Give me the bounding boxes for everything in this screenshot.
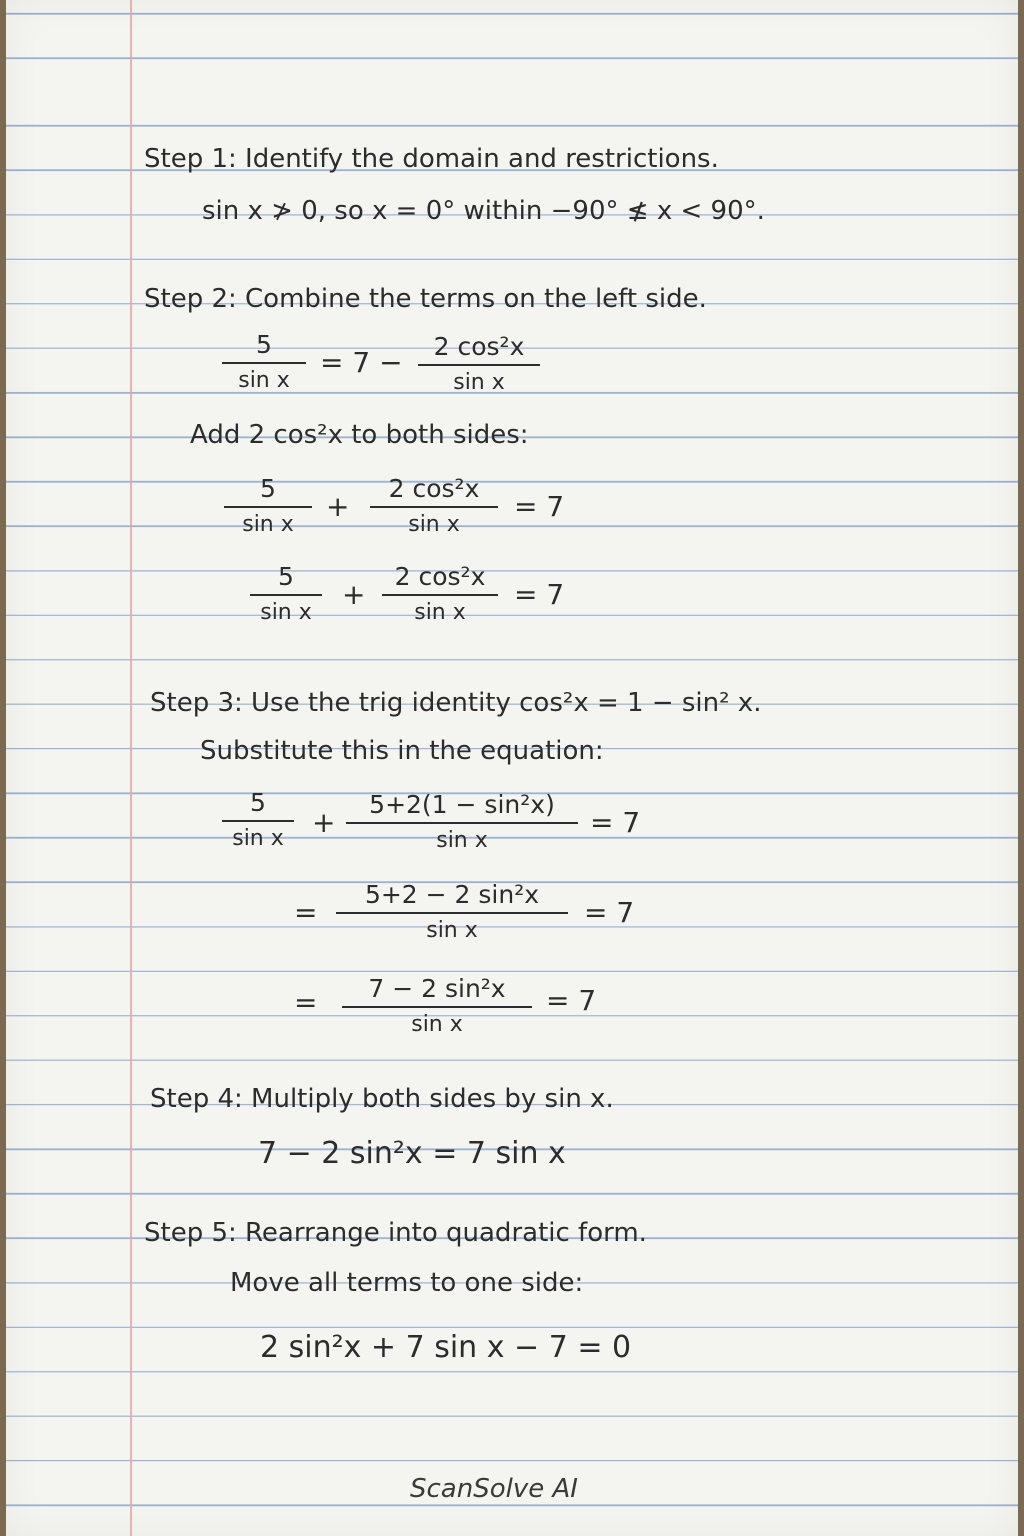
s2-eq3-rhs: = 7 — [514, 578, 565, 611]
step-3-title: Step 3: Use the trig identity cos²x = 1 − sin² x. — [150, 688, 762, 718]
s2-eq3-frac2: 2 cos²x sin x — [382, 562, 498, 626]
step-1-title: Step 1: Identify the domain and restrictions. — [144, 144, 719, 174]
step-5-title: Step 5: Rearrange into quadratic form. — [144, 1218, 647, 1248]
s3-substitute: Substitute this in the equation: — [200, 736, 604, 766]
s3-eq2-lhs: = — [294, 896, 318, 929]
s4-equation: 7 − 2 sin²x = 7 sin x — [258, 1136, 566, 1171]
s2-eq1-frac2: 2 cos²x sin x — [418, 332, 540, 396]
s2-eq1-mid: = 7 − — [320, 346, 403, 379]
footer-brand: ScanSolve AI — [410, 1474, 578, 1504]
s2-eq2-rhs: = 7 — [514, 490, 565, 523]
s3-eq2-rhs: = 7 — [584, 896, 635, 929]
s3-eq1-plus: + — [312, 806, 336, 839]
s3-eq1-frac1: 5 sin x — [222, 788, 294, 852]
s2-add-instruction: Add 2 cos²x to both sides: — [190, 420, 529, 450]
s3-eq2-frac: 5+2 − 2 sin²x sin x — [336, 880, 568, 944]
s2-eq3-frac1: 5 sin x — [250, 562, 322, 626]
step-4-title: Step 4: Multiply both sides by sin x. — [150, 1084, 614, 1114]
step-1-domain: sin x ≯ 0, so x = 0° within −90° ≰ x < 90°. — [202, 196, 765, 226]
notebook-paper — [6, 0, 1018, 1536]
s3-eq3-frac: 7 − 2 sin²x sin x — [342, 974, 532, 1038]
s3-eq1-frac2: 5+2(1 − sin²x) sin x — [346, 790, 578, 854]
margin-line — [130, 0, 132, 1536]
s2-eq3-plus: + — [342, 578, 366, 611]
s2-eq2-frac2: 2 cos²x sin x — [370, 474, 498, 538]
step-2-title: Step 2: Combine the terms on the left side. — [144, 284, 707, 314]
s3-eq1-rhs: = 7 — [590, 806, 641, 839]
s2-eq2-frac1: 5 sin x — [224, 474, 312, 538]
s5-equation: 2 sin²x + 7 sin x − 7 = 0 — [260, 1330, 632, 1365]
s5-move-terms: Move all terms to one side: — [230, 1268, 584, 1298]
s3-eq3-rhs: = 7 — [546, 984, 597, 1017]
s2-eq2-plus: + — [326, 490, 350, 523]
s2-eq1-frac1: 5 sin x — [222, 330, 306, 394]
s3-eq3-lhs: = — [294, 986, 318, 1019]
